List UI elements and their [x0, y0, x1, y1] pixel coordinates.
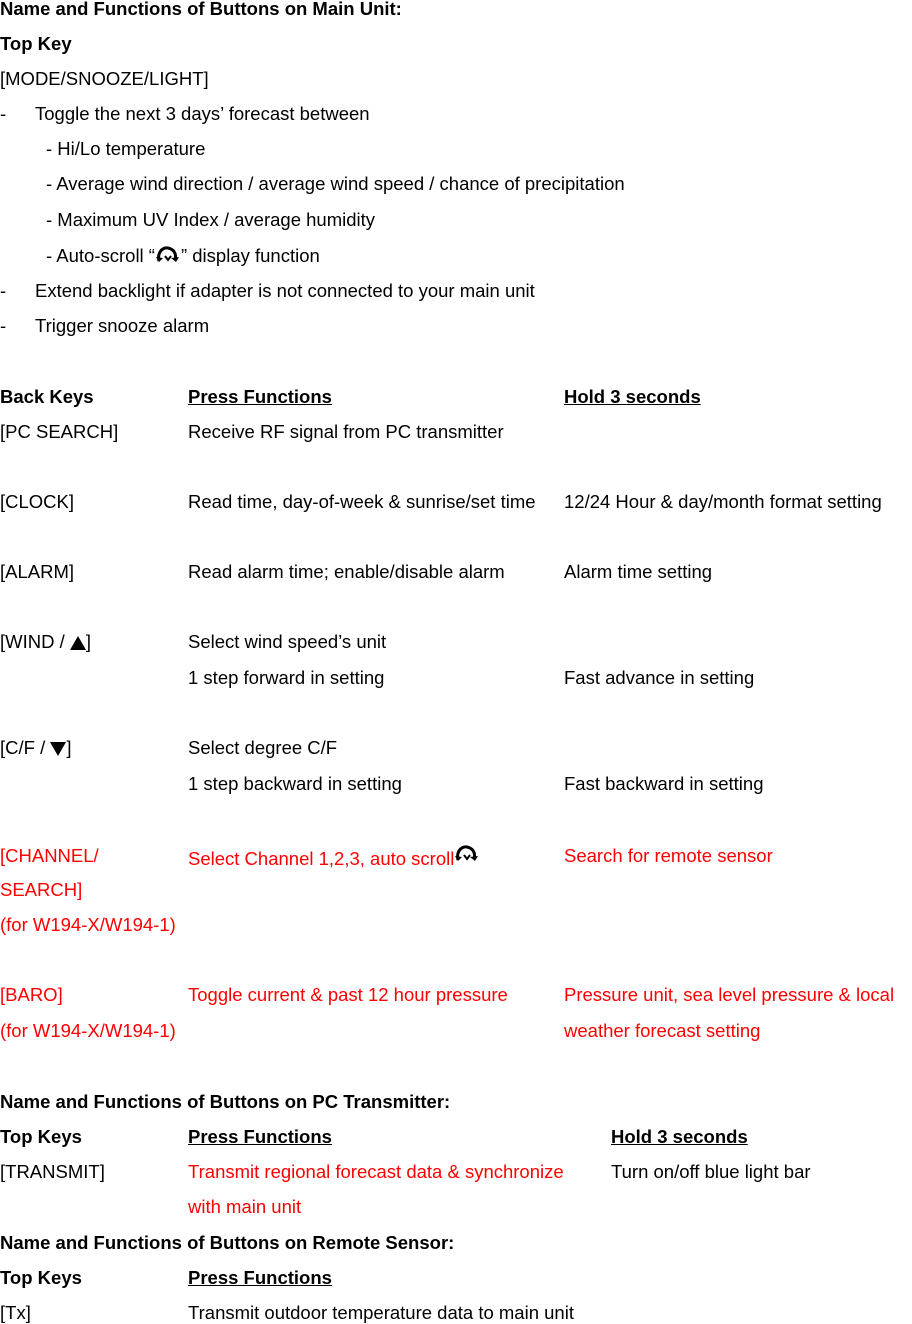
- wind-key-post: ]: [85, 631, 92, 652]
- alarm-key: [ALARM]: [0, 561, 75, 582]
- clock-key: [CLOCK]: [0, 491, 75, 512]
- pc-hold-seconds-header: Hold 3 seconds: [611, 1126, 748, 1147]
- alarm-hold: Alarm time setting: [564, 561, 713, 582]
- bullet-toggle-forecast: Toggle the next 3 days’ forecast between: [35, 103, 370, 124]
- cf-hold: Fast backward in setting: [564, 773, 764, 794]
- sub-wind-precipitation: - Average wind direction / average wind speed / chance of precipitation: [46, 173, 625, 194]
- pc-top-keys-header: Top Keys: [0, 1126, 82, 1147]
- bullet-extend-backlight: Extend backlight if adapter is not connected to your main unit: [35, 280, 535, 301]
- cf-press-backward: 1 step backward in setting: [188, 773, 402, 794]
- channel-key-line1: [CHANNEL/: [0, 845, 99, 866]
- main-unit-heading: Name and Functions of Buttons on Main Unit:: [0, 0, 402, 19]
- sub-auto-scroll-pre: - Auto-scroll “: [46, 245, 155, 266]
- up-triangle-icon: [70, 633, 86, 655]
- cf-key-post: ]: [66, 737, 72, 758]
- transmit-press-line2: with main unit: [188, 1196, 302, 1217]
- tx-press: Transmit outdoor temperature data to main unit: [188, 1302, 574, 1323]
- bullet-snooze-alarm: Trigger snooze alarm: [35, 315, 210, 336]
- channel-press: [188, 845, 480, 870]
- remote-sensor-heading: Name and Functions of Buttons on Remote Sensor:: [0, 1232, 455, 1253]
- bullet-dash: -: [0, 315, 7, 336]
- cf-key-pre: [C/F /: [0, 737, 51, 758]
- clock-press: Read time, day-of-week & sunrise/set time: [188, 491, 536, 512]
- channel-press-text: Select Channel 1,2,3, auto scroll: [188, 848, 455, 869]
- top-key-label: Top Key: [0, 33, 72, 54]
- press-functions-header: Press Functions: [188, 386, 332, 407]
- wind-hold: Fast advance in setting: [564, 667, 755, 688]
- transmit-press-line1: Transmit regional forecast data & synchronize: [188, 1161, 564, 1182]
- auto-scroll-icon: [454, 845, 480, 868]
- sub-uv-humidity: - Maximum UV Index / average humidity: [46, 209, 376, 230]
- down-triangle-icon: [50, 739, 66, 761]
- bullet-dash: -: [0, 280, 7, 301]
- pc-transmitter-heading: Name and Functions of Buttons on PC Transmitter:: [0, 1091, 451, 1112]
- pc-press-functions-header: Press Functions: [188, 1126, 332, 1147]
- back-keys-header: Back Keys: [0, 386, 94, 407]
- baro-hold-line1: Pressure unit, sea level pressure & local: [564, 984, 895, 1005]
- remote-press-functions-header: Press Functions: [188, 1267, 332, 1288]
- bullet-dash: -: [0, 103, 7, 124]
- wind-press-forward: 1 step forward in setting: [188, 667, 385, 688]
- remote-top-keys-header: Top Keys: [0, 1267, 82, 1288]
- channel-key-line2: SEARCH]: [0, 879, 83, 900]
- wind-press-unit: Select wind speed’s unit: [188, 631, 387, 652]
- cf-press-degree: Select degree C/F: [188, 737, 338, 758]
- wind-key-pre: [WIND /: [0, 631, 70, 652]
- pc-search-press: Receive RF signal from PC transmitter: [188, 421, 504, 442]
- hold-seconds-header: Hold 3 seconds: [564, 386, 701, 407]
- baro-key: [BARO]: [0, 984, 63, 1005]
- channel-key-model: (for W194-X/W194-1): [0, 914, 176, 935]
- wind-key: [0, 631, 91, 655]
- baro-key-model: (for W194-X/W194-1): [0, 1020, 176, 1041]
- transmit-key: [TRANSMIT]: [0, 1161, 105, 1182]
- top-key-name: [MODE/SNOOZE/LIGHT]: [0, 68, 209, 89]
- sub-auto-scroll-post: ” display function: [180, 245, 320, 266]
- sub-auto-scroll: [46, 245, 320, 269]
- baro-hold-line2: weather forecast setting: [564, 1020, 761, 1041]
- transmit-hold: Turn on/off blue light bar: [611, 1161, 811, 1182]
- baro-press: Toggle current & past 12 hour pressure: [188, 984, 508, 1005]
- sub-hilo-temperature: - Hi/Lo temperature: [46, 138, 206, 159]
- alarm-press: Read alarm time; enable/disable alarm: [188, 561, 505, 582]
- channel-hold: Search for remote sensor: [564, 845, 773, 866]
- auto-scroll-icon: [155, 246, 181, 269]
- pc-search-key: [PC SEARCH]: [0, 421, 119, 442]
- cf-key: [0, 737, 72, 761]
- tx-key: [Tx]: [0, 1302, 31, 1323]
- clock-hold: 12/24 Hour & day/month format setting: [564, 491, 882, 512]
